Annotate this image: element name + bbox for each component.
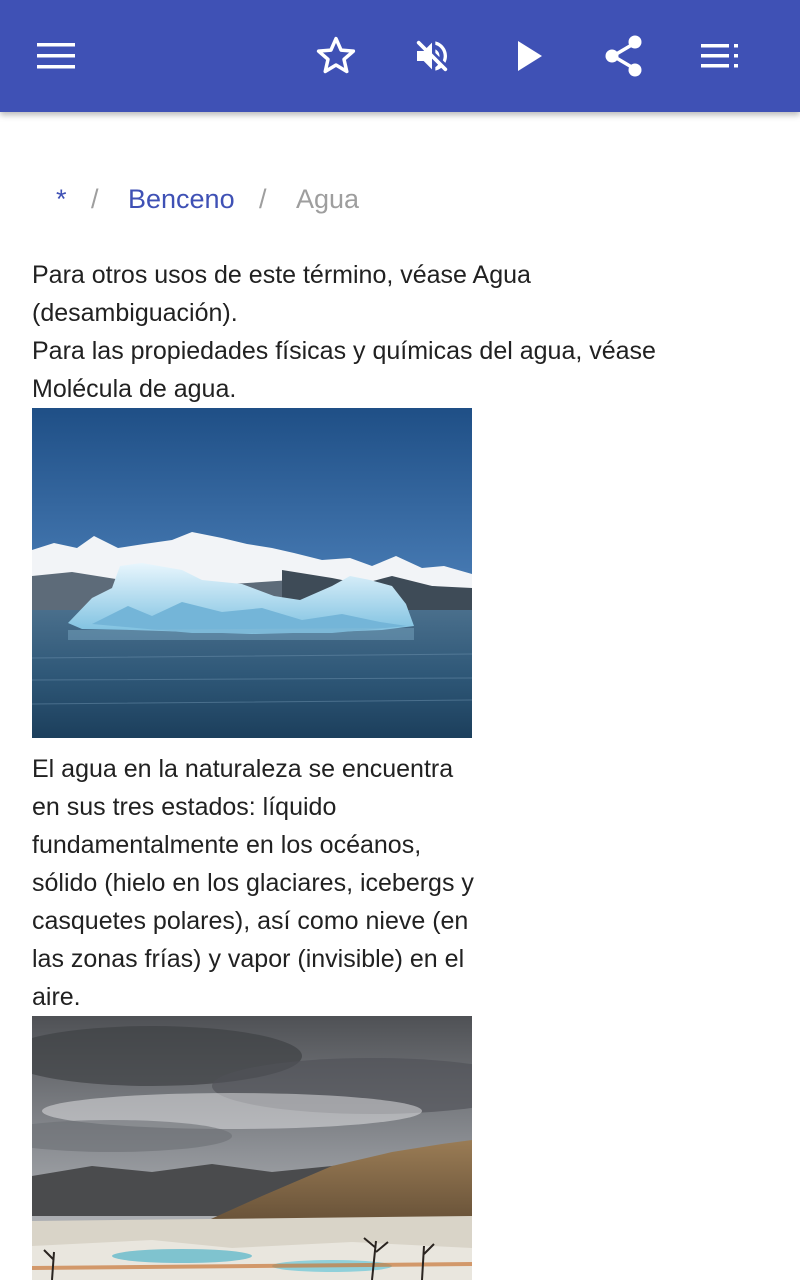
disambiguation-note[interactable]: Para otros usos de este término, véase Agua (desambiguación). [32,261,531,327]
favorite-button[interactable] [296,16,376,96]
hot-springs-landscape-photo[interactable] [32,1016,472,1280]
breadcrumb-item-benceno[interactable]: Benceno [128,184,235,214]
breadcrumb [0,176,800,224]
hamburger-menu-icon [37,43,75,69]
play-button[interactable] [490,16,570,96]
breadcrumb-item-current: Agua [296,184,360,214]
breadcrumb-separator: / [91,184,99,214]
app-bar [0,0,800,112]
breadcrumb-separator: / [259,184,267,214]
share-button[interactable] [584,16,664,96]
menu-button[interactable] [16,16,96,96]
playlist-button[interactable] [680,16,760,96]
iceberg-lake-photo[interactable] [32,408,472,738]
breadcrumb-item-root[interactable]: * [56,184,67,214]
article-content [32,256,732,1280]
nature-paragraph: El agua en la naturaleza se encuentra en sus tres estados: líquido fundamentalmente en los océanos, sólido (hielo en los glaciares, icebergs y casquetes polares), así como nieve (en las zonas frías) y vapor (invisible) en el aire. [32,755,474,1011]
playlist-icon [701,44,739,68]
star-outline-icon [315,36,357,76]
play-icon [516,40,544,72]
related-article-note[interactable]: Para las propiedades físicas y químicas del agua, véase Molécula de agua. [32,337,656,403]
mute-button[interactable] [392,16,472,96]
volume-off-icon [412,36,452,76]
share-icon [604,35,644,77]
